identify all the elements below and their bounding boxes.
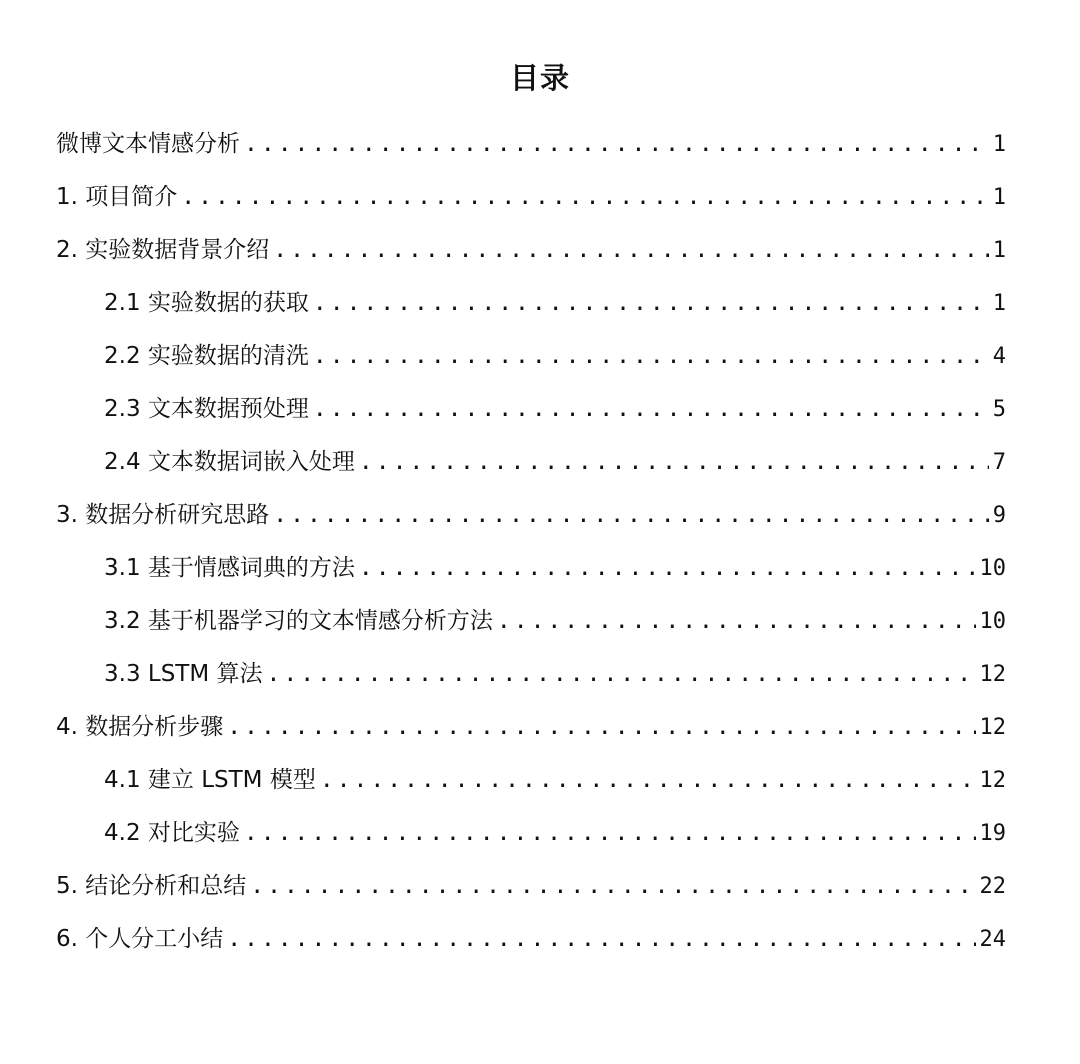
toc-leader-dots <box>244 124 989 164</box>
toc-leader-dots <box>227 919 975 959</box>
toc-page-number: 19 <box>979 821 1006 846</box>
toc-entry-text: 2.3 文本数据预处理 <box>104 396 309 422</box>
toc-entry <box>56 707 1006 747</box>
toc-entry <box>56 124 1006 164</box>
toc-leader-dots <box>320 760 976 800</box>
toc-entry-text: 2.1 实验数据的获取 <box>104 290 309 316</box>
toc-entry-text: 2.2 实验数据的清洗 <box>104 343 309 369</box>
toc-entry-text: 4. 数据分析步骤 <box>56 714 224 740</box>
toc-entry-text: 2. 实验数据背景介绍 <box>56 237 270 263</box>
toc-entry-text: 1. 项目简介 <box>56 184 178 210</box>
toc-leader-dots <box>313 336 989 376</box>
toc-entry <box>56 495 1006 535</box>
toc-entry-text: 5. 结论分析和总结 <box>56 873 247 899</box>
toc-page-number: 4 <box>992 344 1006 369</box>
toc-entry <box>56 919 1006 959</box>
toc-leader-dots <box>359 442 989 482</box>
toc-entry <box>56 230 1006 270</box>
toc-leader-dots <box>273 230 988 270</box>
toc-entry <box>104 283 1006 323</box>
toc-page-number: 1 <box>992 185 1006 210</box>
toc-page-number: 12 <box>979 715 1006 740</box>
toc-page-number: 9 <box>992 503 1006 528</box>
toc-entry <box>104 442 1006 482</box>
toc-entry-text: 3.3 LSTM 算法 <box>104 661 263 687</box>
toc-page-number: 24 <box>979 927 1006 952</box>
toc-leader-dots <box>273 495 988 535</box>
toc-leader-dots <box>313 389 989 429</box>
toc-page-number: 10 <box>979 609 1006 634</box>
toc-entry <box>56 866 1006 906</box>
toc-leader-dots <box>181 177 988 217</box>
toc-leader-dots <box>244 813 976 853</box>
toc-entry <box>104 389 1006 429</box>
toc-entry-text: 2.4 文本数据词嵌入处理 <box>104 449 355 475</box>
toc-entry-text: 4.2 对比实验 <box>104 820 240 846</box>
toc-leader-dots <box>359 548 976 588</box>
toc-entry <box>104 336 1006 376</box>
toc-leader-dots <box>227 707 975 747</box>
toc-leader-dots <box>267 654 976 694</box>
toc-page-number: 22 <box>979 874 1006 899</box>
toc-title: 目录 <box>509 61 570 95</box>
toc-leader-dots <box>497 601 976 641</box>
toc-entry-text: 4.1 建立 LSTM 模型 <box>104 767 316 793</box>
toc-entry-text: 3. 数据分析研究思路 <box>56 502 270 528</box>
toc-entry-text: 3.1 基于情感词典的方法 <box>104 555 355 581</box>
toc-entry-text: 微博文本情感分析 <box>56 131 240 157</box>
toc-page-number: 1 <box>992 132 1006 157</box>
toc-entry-text: 6. 个人分工小结 <box>56 926 224 952</box>
toc-leader-dots <box>250 866 975 906</box>
toc-page-number: 5 <box>992 397 1006 422</box>
toc-page-number: 1 <box>992 291 1006 316</box>
toc-entry <box>56 177 1006 217</box>
toc-entry <box>104 654 1006 694</box>
toc-entry <box>104 548 1006 588</box>
toc-page-number: 7 <box>992 450 1006 475</box>
toc-entry <box>104 813 1006 853</box>
toc-page-number: 12 <box>979 768 1006 793</box>
toc-page-number: 12 <box>979 662 1006 687</box>
toc-leader-dots <box>313 283 989 323</box>
toc-page-number: 1 <box>992 238 1006 263</box>
toc-page-number: 10 <box>979 556 1006 581</box>
toc-entry-text: 3.2 基于机器学习的文本情感分析方法 <box>104 608 493 634</box>
toc-entry <box>104 601 1006 641</box>
toc-entry <box>104 760 1006 800</box>
